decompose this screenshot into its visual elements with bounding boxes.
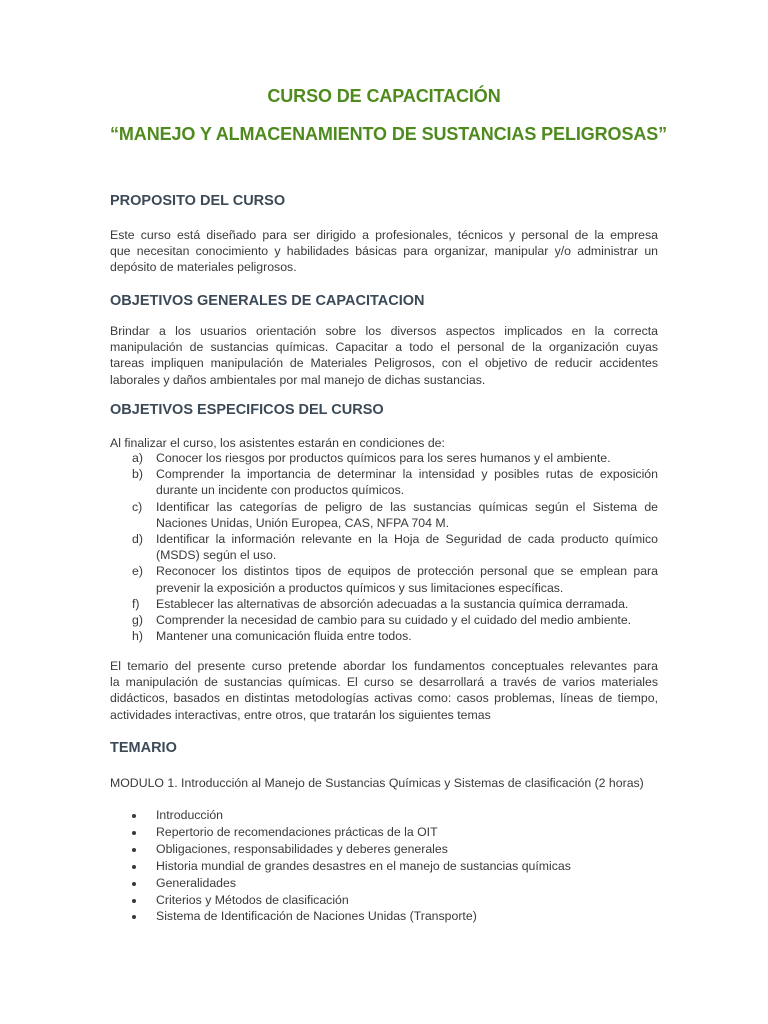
list-item: [110, 596, 658, 612]
list-item-text: Sistema de Identificación de Naciones Unidas (Transporte): [156, 909, 477, 924]
document-subtitle: “MANEJO Y ALMACENAMIENTO DE SUSTANCIAS PELIGROSAS”: [110, 124, 668, 144]
paragraph-line: la manipulación de sustancias químicas. El curso se desarrollará a través de varios materiales: [110, 675, 658, 690]
heading-proposito: PROPOSITO DEL CURSO: [110, 193, 286, 209]
list-item-text: Identificar las categorías de peligro de las sustancias químicas según el Sistema de: [156, 499, 658, 514]
paragraph-line: que necesitan conocimiento y habilidades básicas para organizar, manipular y/o administrar un: [110, 244, 658, 259]
list-marker: g): [132, 613, 143, 628]
paragraph-line: Este curso está diseñado para ser dirigido a profesionales, técnicos y personal de la empresa: [110, 228, 658, 242]
paragraph-line: El temario del presente curso pretende abordar los fundamentos conceptuales relevantes para: [110, 659, 658, 673]
list-item-text: prevenir la exposición a productos químicos y sus limitaciones específicas.: [156, 580, 564, 595]
list-item-text: Identificar la información relevante en la Hoja de Seguridad de cada producto químico: [156, 532, 658, 547]
list-marker: e): [132, 564, 143, 579]
bullet-icon: [132, 915, 136, 919]
list-item-text: Generalidades: [156, 875, 236, 890]
list-item: [110, 563, 658, 595]
list-item-text: Conocer los riesgos por productos químicos para los seres humanos y el ambiente.: [156, 451, 611, 465]
list-marker: c): [132, 499, 143, 514]
list-item-text: Obligaciones, responsabilidades y deberes generales: [156, 841, 448, 856]
list-item-text: durante un incidente con productos químicos.: [156, 483, 405, 498]
paragraph-line: laborales y daños ambientales por mal manejo de dichas sustancias.: [110, 372, 486, 387]
list-item: [110, 612, 658, 628]
list-item: [110, 531, 658, 563]
objetivos-intro: Al finalizar el curso, los asistentes estarán en condiciones de:: [110, 436, 445, 450]
heading-objetivos-especificos: OBJETIVOS ESPECIFICOS DEL CURSO: [110, 402, 384, 418]
list-item: [110, 466, 658, 498]
paragraph-temario-intro: [110, 658, 658, 723]
bullet-icon: [132, 865, 136, 869]
bullet-icon: [132, 882, 136, 886]
list-item-text: Reconocer los distintos tipos de equipos de protección personal que se emplean para: [156, 564, 658, 579]
heading-objetivos-generales: OBJETIVOS GENERALES DE CAPACITACION: [110, 293, 425, 309]
list-item-text: Mantener una comunicación fluida entre todos.: [156, 629, 412, 644]
list-item-text: Naciones Unidas, Unión Europea, CAS, NFPA 704 M.: [156, 515, 449, 530]
list-item-text: Historia mundial de grandes desastres en el manejo de sustancias químicas: [156, 858, 571, 873]
paragraph-line: actividades interactivas, entre otros, que tratarán los siguientes temas: [110, 707, 491, 722]
paragraph-objetivos-generales: [110, 323, 658, 388]
paragraph-line: Brindar a los usuarios orientación sobre los diversos aspectos implicados en la correcta: [110, 324, 658, 338]
bullet-icon: [132, 814, 136, 818]
paragraph-line: didácticos, basados en distintas metodologías activas como: casos problemas, líneas de tiempo,: [110, 691, 658, 706]
bullet-icon: [132, 899, 136, 903]
modulo-1-topics: [110, 807, 658, 925]
heading-temario: TEMARIO: [110, 740, 177, 756]
list-item-text: Introducción: [156, 808, 223, 822]
paragraph-line: tareas impliquen manipulación de Materiales Peligrosos, con el objetivo de reducir accidentes: [110, 356, 658, 371]
paragraph-proposito: [110, 227, 658, 276]
list-item-text: Establecer las alternativas de absorción adecuadas a la sustancia química derramada.: [156, 596, 629, 611]
modulo-1-title: MODULO 1. Introducción al Manejo de Sustancias Químicas y Sistemas de clasificación (2 horas): [110, 776, 644, 790]
list-marker: b): [132, 467, 143, 482]
list-item: [110, 499, 658, 531]
list-item-text: Comprender la necesidad de cambio para su cuidado y el cuidado del medio ambiente.: [156, 613, 632, 628]
list-item-text: (MSDS) según el uso.: [156, 548, 277, 563]
list-marker: f): [132, 596, 140, 611]
list-item-text: Repertorio de recomendaciones prácticas de la OIT: [156, 824, 438, 839]
list-item: [110, 450, 658, 466]
list-item-text: Criterios y Métodos de clasificación: [156, 892, 349, 907]
objetivos-list: [110, 450, 658, 644]
paragraph-line: depósito de materiales peligrosos.: [110, 260, 297, 275]
list-item: [110, 892, 658, 909]
list-item: [110, 875, 658, 892]
list-item: [110, 858, 658, 875]
paragraph-line: manipulación de sustancias químicas. Capacitar a todo el personal de la organización cuyas: [110, 340, 658, 355]
list-marker: h): [132, 629, 143, 644]
list-item: [110, 841, 658, 858]
list-item-text: Comprender la importancia de determinar la intensidad y posibles rutas de exposición: [156, 467, 658, 482]
list-item: [110, 824, 658, 841]
list-marker: d): [132, 532, 143, 547]
bullet-icon: [132, 848, 136, 852]
document-title: CURSO DE CAPACITACIÓN: [267, 86, 501, 106]
list-item: [110, 628, 658, 644]
bullet-icon: [132, 831, 136, 835]
list-item: [110, 908, 658, 925]
list-marker: a): [132, 451, 143, 465]
list-item: [110, 807, 658, 824]
